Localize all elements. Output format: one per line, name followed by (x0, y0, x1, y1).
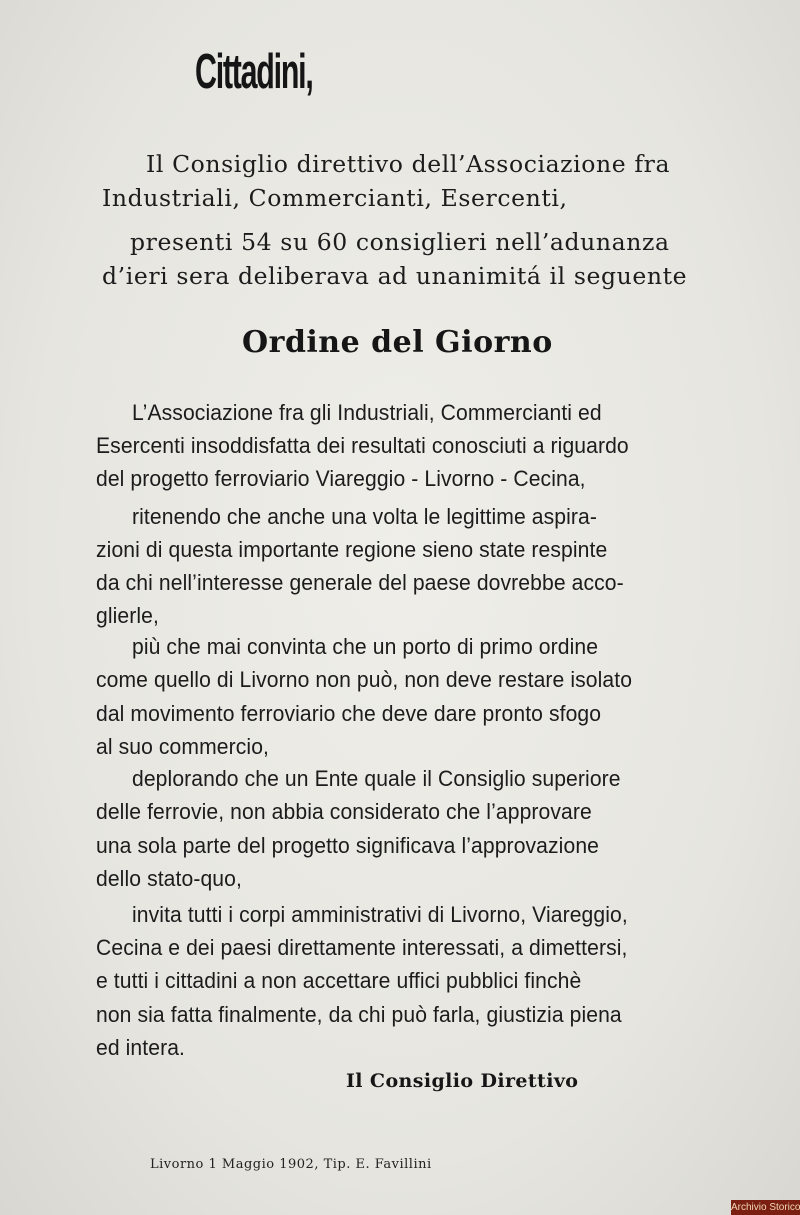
intro-line-1: Il Consiglio direttivo dell’Associazione fra (146, 150, 671, 178)
body-line: Esercenti insoddisfatta dei resultati conosciuti a riguardo (96, 433, 629, 458)
body-line: da chi nell’interesse generale del paese dovrebbe acco- (96, 570, 624, 595)
intro-line-3: presenti 54 su 60 consiglieri nell’adunanza (130, 228, 670, 256)
body-line: non sia fatta finalmente, da chi può farla, giustizia piena (96, 1002, 622, 1027)
body-line: zioni di questa importante regione sieno state respinte (96, 537, 608, 562)
intro-line-2: Industriali, Commercianti, Esercenti, (102, 184, 568, 212)
body-line: del progetto ferroviario Viareggio - Livorno - Cecina, (96, 466, 586, 491)
intro-line-4: d’ieri sera deliberava ad unanimitá il seguente (102, 262, 688, 290)
body-line: e tutti i cittadini a non accettare uffici pubblici finchè (96, 968, 582, 993)
body-line: deplorando che un Ente quale il Consiglio superiore (132, 766, 621, 791)
body-line: Cecina e dei paesi direttamente interessati, a dimettersi, (96, 935, 628, 960)
poster-title: Cittadini, (195, 45, 313, 99)
body-line: una sola parte del progetto significava l’approvazione (96, 833, 600, 858)
body-line: dello stato-quo, (96, 866, 242, 891)
body-line: L’Associazione fra gli Industriali, Commercianti ed (132, 400, 602, 425)
signature: Il Consiglio Direttivo (346, 1070, 579, 1092)
body-line: al suo commercio, (96, 734, 269, 759)
body-line: più che mai convinta che un porto di primo ordine (132, 634, 599, 659)
body-line: delle ferrovie, non abbia considerato che l’approvare (96, 799, 592, 824)
body-line: dal movimento ferroviario che deve dare pronto sfogo (96, 701, 602, 726)
body-line: ed intera. (96, 1035, 186, 1060)
body-line: glierle, (96, 603, 159, 628)
body-line: invita tutti i corpi amministrativi di Livorno, Viareggio, (132, 902, 628, 927)
printer-imprint: Livorno 1 Maggio 1902, Tip. E. Favillini (150, 1157, 432, 1172)
archive-watermark: Archivio Storico (731, 1202, 800, 1213)
body-line: ritenendo che anche una volta le legittime aspira- (132, 504, 598, 529)
body-line: come quello di Livorno non può, non deve restare isolato (96, 667, 633, 692)
order-of-the-day-heading: Ordine del Giorno (242, 325, 553, 360)
